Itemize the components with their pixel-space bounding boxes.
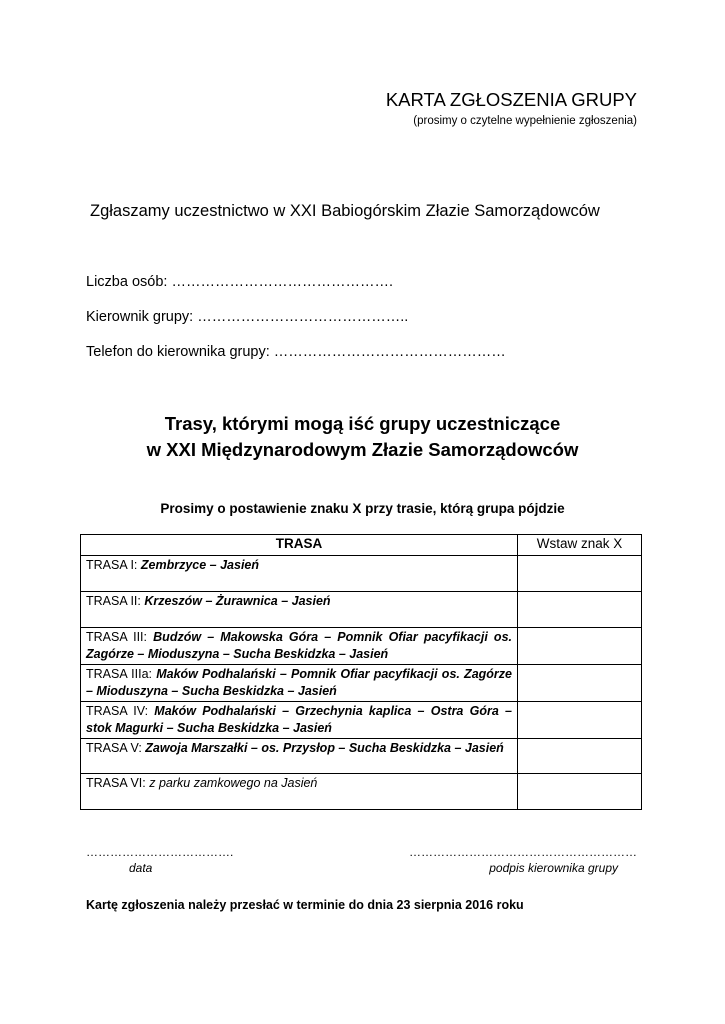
mark-cell[interactable] [518,702,642,739]
route-prefix: TRASA V: [86,741,142,755]
table-row [81,739,642,774]
route-prefix: TRASA IIIa: [86,667,153,681]
deadline-note: Kartę zgłoszenia należy przesłać w terminie do dnia 23 sierpnia 2016 roku [86,898,524,912]
mark-cell[interactable] [518,628,642,665]
signature-line[interactable]: ………………………………………………… [409,845,637,859]
route-name: Maków Podhalański – Pomnik Ofiar pacyfikacji os. Zagórze – Mioduszyna – Sucha Beskidzka – Jasień [86,667,512,698]
mark-cell[interactable] [518,665,642,702]
signature-label: podpis kierownika grupy [489,861,618,875]
route-name: Budzów – Makowska Góra – Pomnik Ofiar pacyfikacji os. Zagórze – Mioduszyna – Sucha Beskidzka – Jasień [86,630,512,661]
route-cell [81,665,518,702]
route-cell [81,556,518,592]
route-prefix: TRASA I: [86,558,138,572]
routes-heading-line1: Trasy, którymi mogą iść grupy uczestniczące [164,413,561,434]
instruction-text: Prosimy o postawienie znaku X przy trasie, którą grupa pójdzie [160,501,565,516]
date-label: data [129,861,153,875]
mark-cell[interactable] [518,774,642,810]
route-name: Maków Podhalański – Grzechynia kaplica – Ostra Góra – stok Magurki – Sucha Beskidzka – Jasień [86,704,512,735]
date-line[interactable]: ………………………………. [86,845,234,859]
route-cell [81,628,518,665]
form-title: KARTA ZGŁOSZENIA GRUPY [385,89,637,110]
table-row [81,628,642,665]
table-header-row [81,535,642,556]
mark-cell[interactable] [518,556,642,592]
route-cell [81,774,518,810]
table-row [81,665,642,702]
table-row [81,592,642,628]
route-name: Krzeszów – Żurawnica – Jasień [144,594,331,608]
column-header-mark: Wstaw znak X [518,535,642,556]
route-name: Zawoja Marszałki – os. Przysłop – Sucha Beskidzka – Jasień [145,741,504,755]
table-row [81,556,642,592]
routes-table [80,534,642,810]
route-cell [81,739,518,774]
field-people-count[interactable]: Liczba osób: ………………………………………. [86,274,393,290]
column-header-route: TRASA [81,535,518,556]
route-prefix: TRASA IV: [86,704,149,718]
intro-text: Zgłaszamy uczestnictwo w XXI Babiogórskim Złazie Samorządowców [90,202,600,220]
routes-heading-line2: w XXI Międzynarodowym Złazie Samorządowców [146,439,579,460]
mark-cell[interactable] [518,592,642,628]
table-row [81,774,642,810]
route-cell [81,702,518,739]
field-leader-phone[interactable]: Telefon do kierownika grupy: ………………………………………… [86,344,506,360]
form-subtitle: (prosimy o czytelne wypełnienie zgłoszenia) [413,115,637,127]
route-prefix: TRASA II: [86,594,141,608]
route-name: z parku zamkowego na Jasień [149,776,318,790]
mark-cell[interactable] [518,739,642,774]
table-row [81,702,642,739]
field-group-leader[interactable]: Kierownik grupy: …………………………………….. [86,309,409,325]
route-cell [81,592,518,628]
route-prefix: TRASA III: [86,630,148,644]
route-name: Zembrzyce – Jasień [140,558,260,572]
route-prefix: TRASA VI: [86,776,146,790]
